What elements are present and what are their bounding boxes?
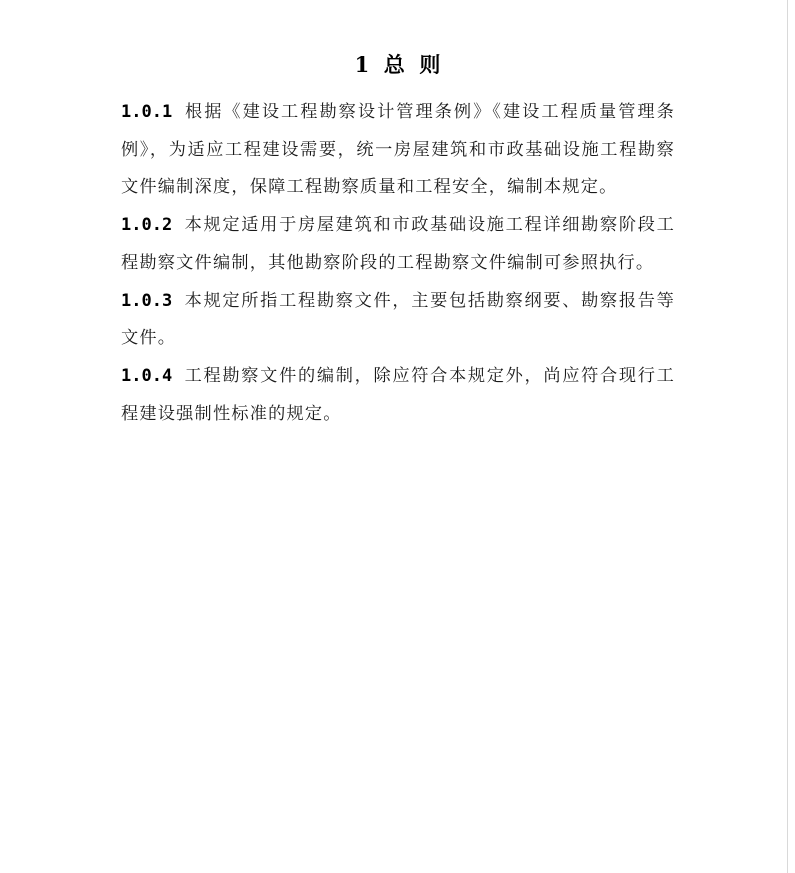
clause-text: 本规定所指工程勘察文件，主要包括勘察纲要、勘察报告等文件。	[121, 290, 675, 349]
chapter-title: 1 总 则	[354, 52, 441, 77]
clause-1-0-2	[121, 207, 675, 282]
clause-number: 1.0.3	[121, 290, 173, 311]
page-edge-divider	[787, 0, 788, 873]
clause-1-0-3	[121, 283, 675, 358]
clause-1-0-4	[121, 358, 675, 433]
clause-number: 1.0.4	[121, 365, 173, 386]
clause-text: 工程勘察文件的编制，除应符合本规定外，尚应符合现行工程建设强制性标准的规定。	[121, 365, 675, 424]
clause-1-0-1	[121, 94, 675, 207]
clause-number: 1.0.2	[121, 215, 173, 236]
chapter-body	[121, 94, 675, 433]
clause-text: 本规定适用于房屋建筑和市政基础设施工程详细勘察阶段工程勘察文件编制，其他勘察阶段的工程勘察文件编制可参照执行。	[121, 215, 675, 273]
clause-number: 1.0.1	[121, 102, 173, 122]
clause-text: 根据《建设工程勘察设计管理条例》《建设工程质量管理条例》，为适应工程建设需要，统一房屋建筑和市政基础设施工程勘察文件编制深度，保障工程勘察质量和工程安全，编制本规定。	[121, 102, 675, 198]
